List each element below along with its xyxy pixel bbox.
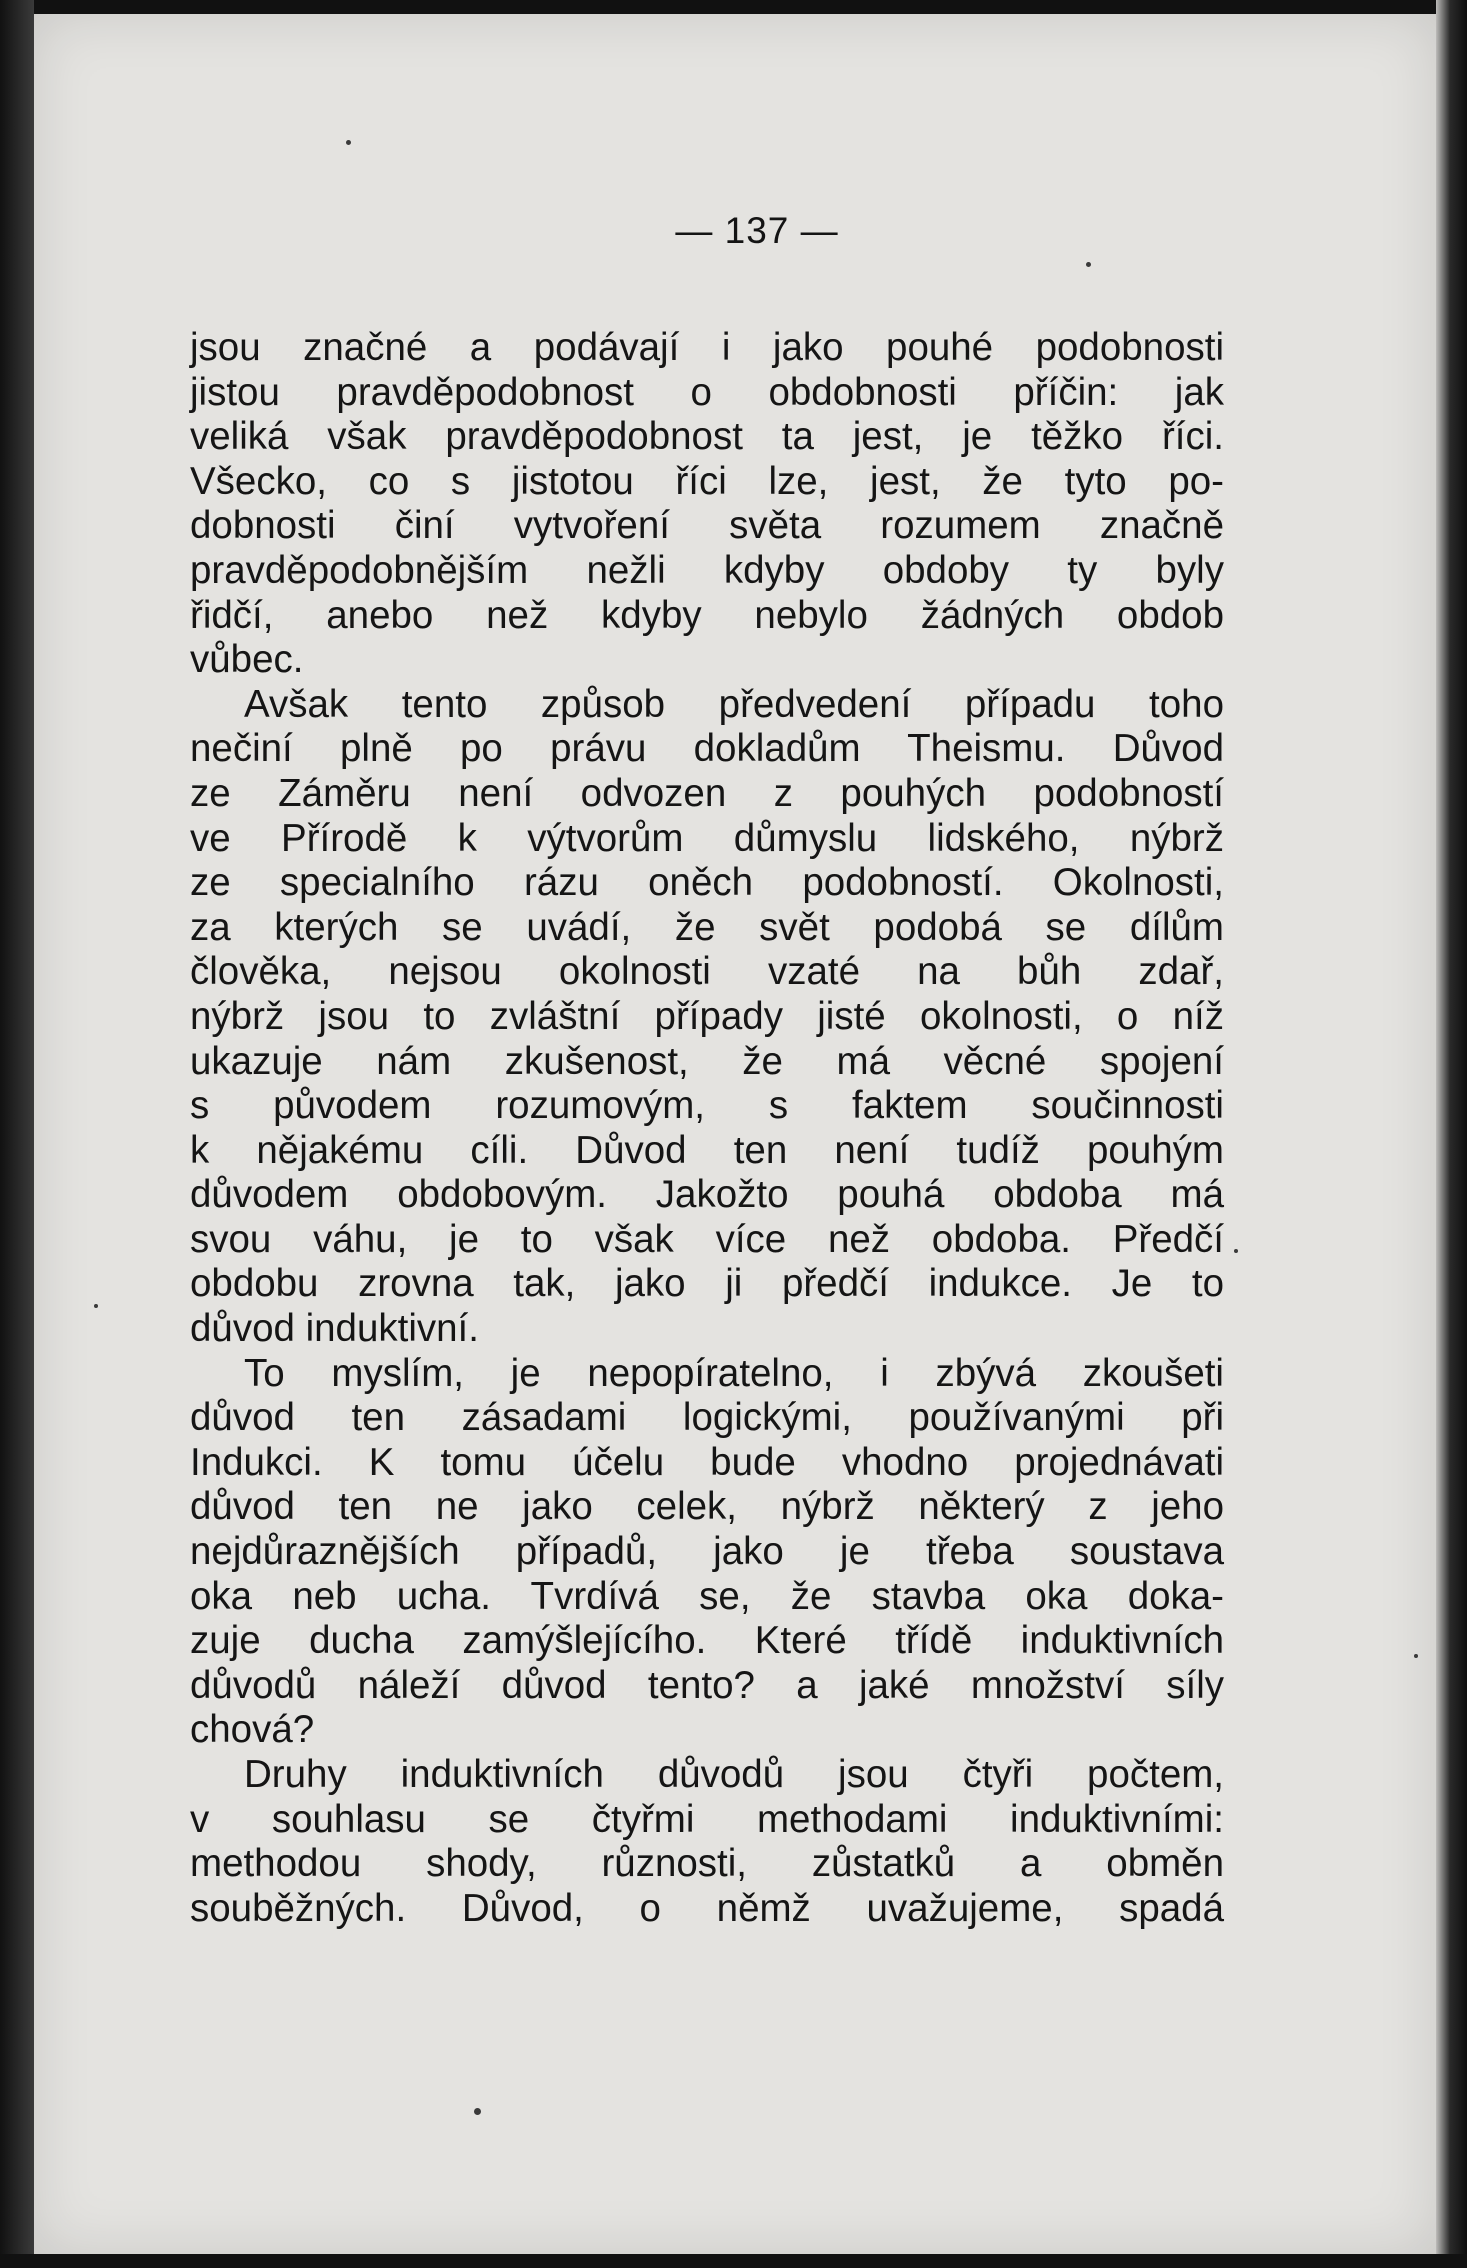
dust-speck bbox=[474, 2108, 481, 2115]
text-line: za kterých se uvádí, že svět podobá se dílům bbox=[190, 905, 1224, 949]
text-line: ve Přírodě k výtvorům důmyslu lidského, nýbrž bbox=[190, 816, 1224, 860]
scan-bottom-edge bbox=[0, 2254, 1467, 2268]
text-line: k nějakému cíli. Důvod ten není tudíž pouhým bbox=[190, 1128, 1224, 1172]
text-line: nýbrž jsou to zvláštní případy jisté okolnosti, o níž bbox=[190, 994, 1224, 1038]
text-line: To myslím, je nepopíratelno, i zbývá zkoušeti bbox=[244, 1351, 1224, 1395]
text-line: jistou pravděpodobnost o obdobnosti příčin: jak bbox=[190, 370, 1224, 414]
page-body-text bbox=[190, 326, 1224, 1931]
text-line: dobnosti činí vytvoření světa rozumem značně bbox=[190, 504, 1224, 548]
scan-left-edge bbox=[0, 0, 34, 2268]
dust-speck bbox=[94, 1304, 98, 1308]
text-line: jsou značné a podávají i jako pouhé podobnosti bbox=[190, 326, 1224, 369]
book-page bbox=[34, 14, 1436, 2254]
text-line: zuje ducha zamýšlejícího. Které třídě induktivních bbox=[190, 1619, 1224, 1663]
dust-speck bbox=[346, 140, 351, 145]
text-line: důvodů náleží důvod tento? a jaké množství síly bbox=[190, 1663, 1224, 1707]
text-line: ze Záměru není odvozen z pouhých podobností bbox=[190, 771, 1224, 815]
text-line: Všecko, co s jistotou říci lze, jest, že tyto po- bbox=[190, 459, 1224, 503]
text-line: ukazuje nám zkušenost, že má věcné spojení bbox=[190, 1039, 1224, 1083]
text-line: methodou shody, různosti, zůstatků a obměn bbox=[190, 1842, 1224, 1886]
dust-speck bbox=[1086, 262, 1091, 267]
text-line: důvod induktivní. bbox=[190, 1307, 479, 1351]
text-line: svou váhu, je to však více než obdoba. Předčí bbox=[190, 1217, 1224, 1261]
text-line: nečiní plně po právu dokladům Theismu. Důvod bbox=[190, 727, 1224, 771]
text-line: nejdůraznějších případů, jako je třeba soustava bbox=[190, 1530, 1224, 1574]
text-line: ze specialního rázu oněch podobností. Okolnosti, bbox=[190, 861, 1224, 905]
text-line: Druhy induktivních důvodů jsou čtyři počtem, bbox=[244, 1753, 1224, 1796]
text-line: s původem rozumovým, s faktem součinnosti bbox=[190, 1084, 1224, 1128]
dust-speck bbox=[1414, 1654, 1418, 1658]
text-line: v souhlasu se čtyřmi methodami induktivními: bbox=[190, 1797, 1224, 1841]
text-line: chová? bbox=[190, 1708, 315, 1752]
text-line: oka neb ucha. Tvrdívá se, že stavba oka doka- bbox=[190, 1574, 1224, 1618]
page-number: — 137 — bbox=[675, 210, 839, 251]
text-line: řidčí, anebo než kdyby nebylo žádných obdob bbox=[190, 593, 1224, 637]
scan-right-edge bbox=[1436, 0, 1467, 2268]
text-line: člověka, nejsou okolnosti vzaté na bůh zdař, bbox=[190, 950, 1224, 994]
text-line: obdobu zrovna tak, jako ji předčí indukce. Je to bbox=[190, 1262, 1224, 1306]
text-line: Indukci. K tomu účelu bude vhodno projednávati bbox=[190, 1440, 1224, 1484]
text-line: důvod ten ne jako celek, nýbrž některý z jeho bbox=[190, 1485, 1224, 1529]
text-line: souběžných. Důvod, o němž uvažujeme, spadá bbox=[190, 1886, 1224, 1930]
text-line: důvod ten zásadami logickými, používanými při bbox=[190, 1396, 1224, 1440]
text-line: vůbec. bbox=[190, 638, 304, 682]
text-line: Avšak tento způsob předvedení případu toho bbox=[244, 682, 1224, 726]
text-line: veliká však pravděpodobnost ta jest, je těžko říci. bbox=[190, 415, 1224, 459]
text-line: pravděpodobnějším nežli kdyby obdoby ty byly bbox=[190, 548, 1224, 592]
text-line: důvodem obdobovým. Jakožto pouhá obdoba má bbox=[190, 1173, 1224, 1217]
dust-speck bbox=[1234, 1249, 1238, 1253]
scan-top-edge bbox=[0, 0, 1467, 14]
